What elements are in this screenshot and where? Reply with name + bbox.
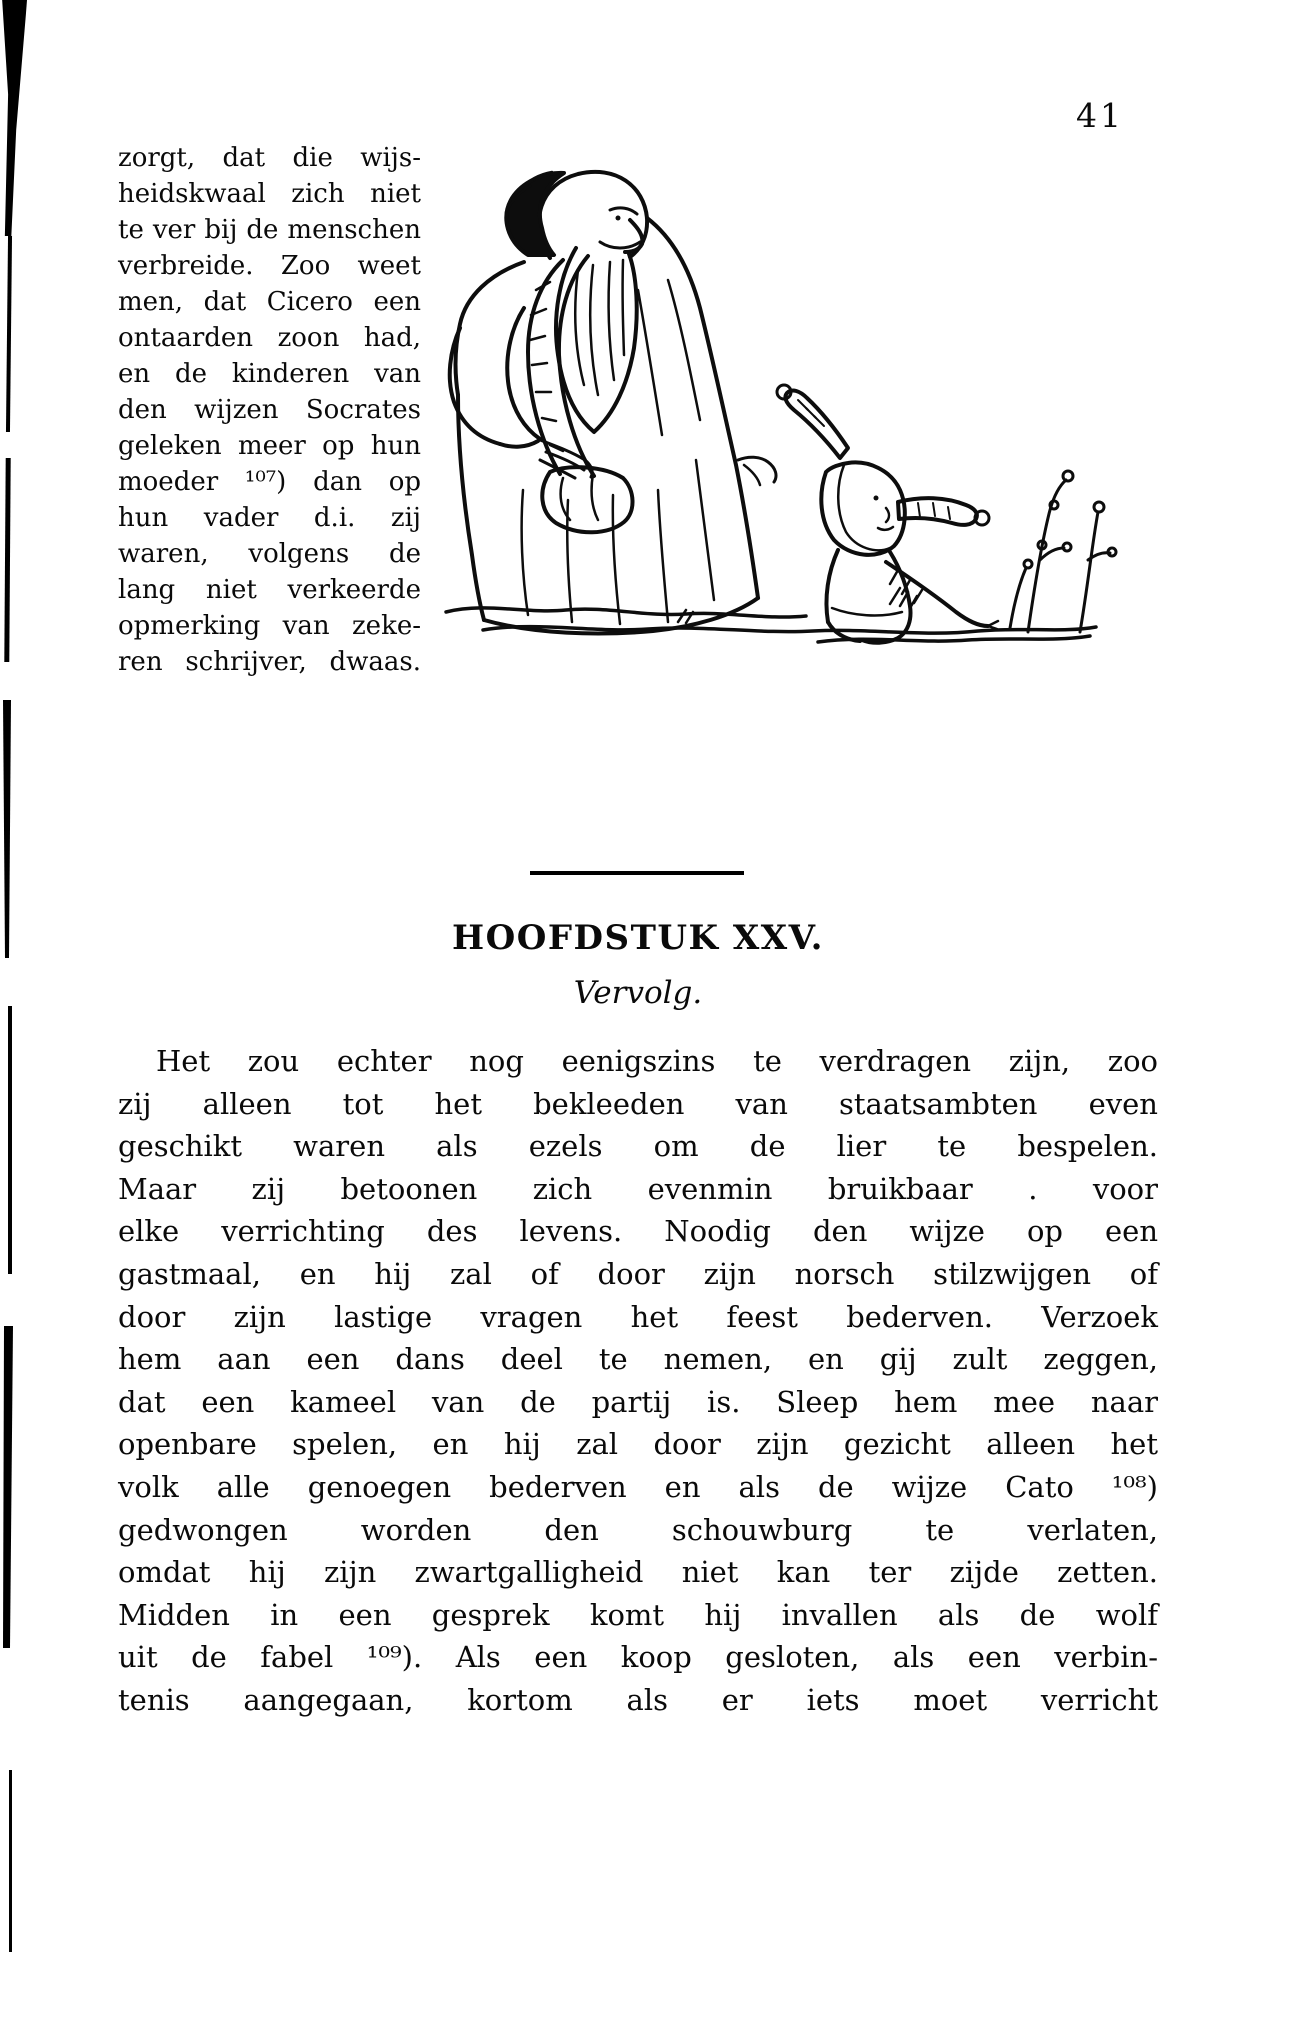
scan-artifact-7 xyxy=(9,1770,12,1952)
text-line: men, dat Cicero een xyxy=(118,287,421,317)
woodcut-illustration xyxy=(428,160,1123,652)
scan-artifact-4 xyxy=(3,700,11,958)
text-line: hun vader d.i. zij xyxy=(118,503,421,533)
text-line: te ver bij de menschen xyxy=(118,215,421,245)
text-line: en de kinderen van xyxy=(118,359,421,389)
text-line: zorgt, dat die wijs- xyxy=(118,143,421,173)
text-line: geschikt waren als ezels om de lier te bespelen. xyxy=(118,1129,1158,1164)
text-line: waren, volgens de xyxy=(118,539,421,569)
text-line: hem aan een dans deel te nemen, en gij zult zeggen, xyxy=(118,1342,1158,1377)
body-paragraph xyxy=(118,1040,1158,1722)
scan-artifact-3 xyxy=(4,458,10,662)
scan-artifact-5 xyxy=(8,1006,12,1274)
text-line: ontaarden zoon had, xyxy=(118,323,421,353)
page-number: 41 xyxy=(1076,96,1124,135)
scan-artifact-top xyxy=(0,0,27,236)
text-line: moeder ¹⁰⁷) dan op xyxy=(118,467,421,497)
text-line: lang niet verkeerde xyxy=(118,575,421,605)
section-divider xyxy=(530,871,744,875)
text-line: door zijn lastige vragen het feest bederven. Verzoek xyxy=(118,1299,1158,1334)
text-line: openbare spelen, en hij zal door zijn gezicht alleen het xyxy=(118,1427,1158,1462)
text-line: verbreide. Zoo weet xyxy=(118,251,421,281)
text-line: ren schrijver, dwaas. xyxy=(118,647,421,677)
text-line: volk alle genoegen bederven en als de wijze Cato ¹⁰⁸) xyxy=(118,1469,1158,1504)
text-line: den wijzen Socrates xyxy=(118,395,421,425)
text-line: Midden in een gesprek komt hij invallen als de wolf xyxy=(118,1597,1158,1632)
text-line: Het zou echter nog eenigszins te verdragen zijn, zoo xyxy=(156,1044,1158,1078)
text-line: tenis aangegaan, kortom als er iets moet verricht xyxy=(118,1682,1158,1717)
text-line: uit de fabel ¹⁰⁹). Als een koop gesloten, als een verbin- xyxy=(118,1640,1158,1675)
text-line: gastmaal, en hij zal of door zijn norsch stilzwijgen of xyxy=(118,1256,1158,1291)
chapter-heading: HOOFDSTUK XXV. xyxy=(452,918,824,958)
text-line: gedwongen worden den schouwburg te verlaten, xyxy=(118,1512,1158,1547)
text-line: Maar zij betoonen zich evenmin bruikbaar . voor xyxy=(118,1171,1158,1206)
text-line: zij alleen tot het bekleeden van staatsambten even xyxy=(118,1086,1158,1121)
scan-artifact-6 xyxy=(3,1326,13,1648)
chapter-subheading: Vervolg. xyxy=(573,975,703,1011)
intro-paragraph xyxy=(118,140,421,680)
text-line: elke verrichting des levens. Noodig den wijze op een xyxy=(118,1214,1158,1249)
text-line: dat een kameel van de partij is. Sleep hem mee naar xyxy=(118,1384,1158,1419)
text-line: heidskwaal zich niet xyxy=(118,179,421,209)
text-line: geleken meer op hun xyxy=(118,431,421,461)
scan-artifact-2 xyxy=(6,236,12,432)
text-line: opmerking van zeke- xyxy=(118,611,421,641)
text-line: omdat hij zijn zwartgalligheid niet kan ter zijde zetten. xyxy=(118,1555,1158,1590)
